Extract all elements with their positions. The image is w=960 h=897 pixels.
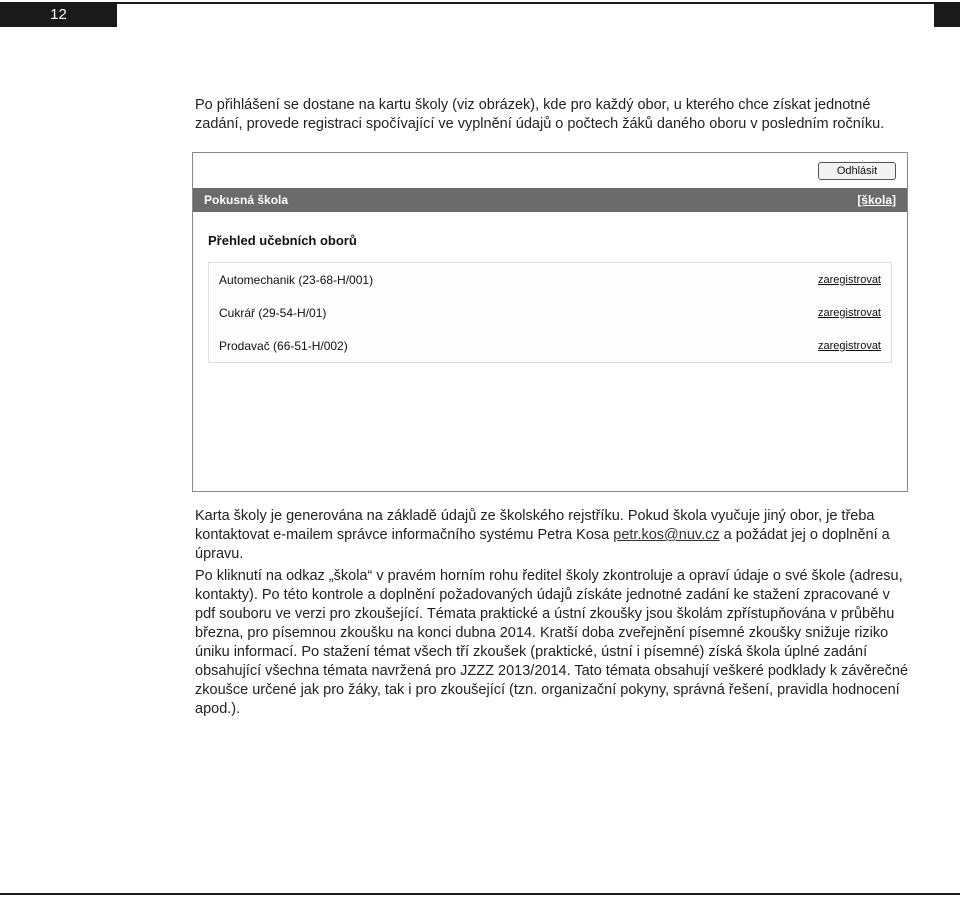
header-rule: [0, 2, 960, 4]
footer-rule: [0, 893, 960, 895]
program-name: Automechanik (23-68-H/001): [219, 273, 374, 287]
register-link[interactable]: zaregistrovat: [818, 340, 881, 352]
register-link[interactable]: zaregistrovat: [818, 307, 881, 319]
program-name: Cukrář (29-54-H/01): [219, 306, 327, 320]
table-row: [209, 296, 891, 329]
program-name: Prodavač (66-51-H/002): [219, 339, 348, 353]
email-link[interactable]: petr.kos@nuv.cz: [613, 527, 720, 543]
school-name: Pokusná škola: [204, 193, 289, 207]
contact-text-before: Karta školy je generována na základě údajů ze školského rejstříku. Pokud škola vyučuje jiný obor, je třeba kontaktovat e-mailem správce informačního systému Petra Kosa: [195, 508, 875, 543]
school-header-bar: [193, 188, 907, 212]
logout-button[interactable]: Odhlásit: [818, 162, 896, 180]
section-title: Přehled učebních oborů: [208, 233, 357, 248]
programs-table: [208, 262, 892, 363]
page-number: 12: [0, 2, 117, 27]
contact-paragraph: [195, 507, 911, 564]
register-link[interactable]: zaregistrovat: [818, 274, 881, 286]
app-screenshot: [192, 152, 908, 492]
intro-paragraph: Po přihlášení se dostane na kartu školy (viz obrázek), kde pro každý obor, u kterého chce získat jednotné zadání, provede registraci spočívající ve vyplnění údajů o počtech žáků daného oboru v posledním ročníku.: [195, 97, 885, 132]
table-row: [209, 263, 891, 296]
header-corner-block: [934, 2, 960, 27]
instructions-paragraph: Po kliknutí na odkaz „škola“ v pravém horním rohu ředitel školy zkontroluje a opraví údaje o své škole (adresu, kontakty). Po této kontrole a doplnění požadovaných údajů získáte jednotné zadání ke stažení zpracované v pdf souboru ve verzi pro zkoušející. Témata praktické a ústní zkoušky jsou školám zpřístupňována v průběhu března, pro písemnou zkoušku na konci dubna 2014. Kratší doba zveřejnění písemné zkoušky snižuje riziko úniku informací. Po stažení témat všech tří zkoušek (praktické, ústní i písemné) získá škola úplné zadání obsahující všechna témata navržená pro JZZZ 2013/2014. Tato témata obsahují veškeré podklady k závěrečné zkoušce určené jak pro žáky, tak i pro zkoušející (tzn. organizační pokyny, správná řešení, pravidla hodnocení apod.).: [195, 568, 909, 717]
table-row: [209, 329, 891, 362]
contact-text-after: a požádat jej o doplnění a úpravu.: [195, 527, 890, 562]
school-link[interactable]: [škola]: [857, 193, 896, 207]
